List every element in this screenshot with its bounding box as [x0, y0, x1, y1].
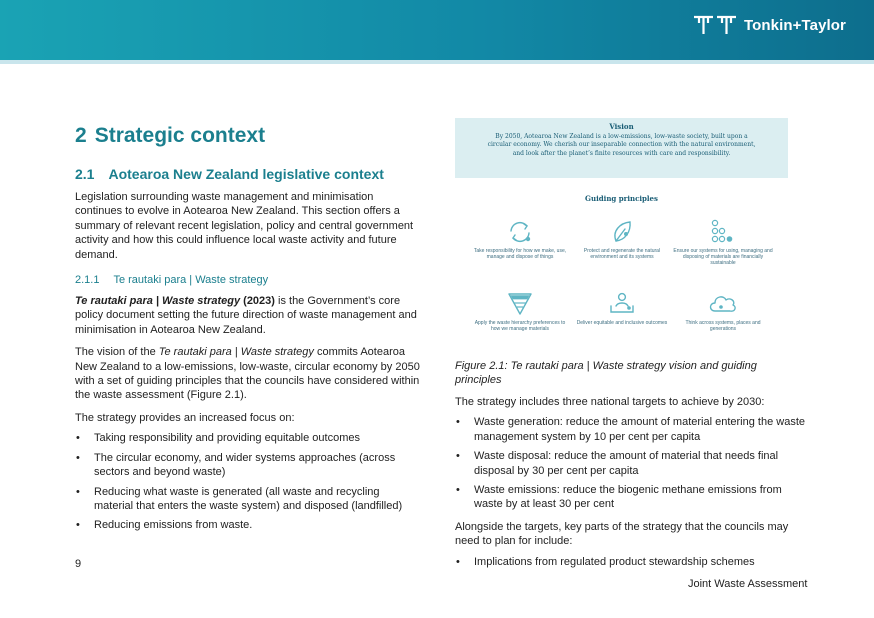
targets-intro: The strategy includes three national targets to achieve by 2030:	[455, 396, 765, 408]
list-item: • Waste emissions: reduce the biogenic methane emissions from waste by at least 30 per cent	[455, 483, 805, 512]
strategy-figure	[455, 118, 788, 350]
list-item: • The circular economy, and wider systems approaches (across sectors and beyond waste)	[75, 451, 420, 480]
guiding-principles-title: Guiding principles	[585, 194, 658, 203]
cycle-arrows-icon	[506, 219, 534, 245]
principle-item	[470, 291, 570, 332]
intro-paragraph: Legislation surrounding waste management and minimisation continues to evolve in Aotearoa New Zealand. This section offers a summary of relevant recent legislation, policy and central government activity and how this could influence local waste activity and future demand.	[75, 191, 414, 261]
strategy-paragraph	[75, 294, 420, 337]
list-item: • Reducing what waste is generated (all waste and recycling material that enters the waste system) and disposed (landfilled)	[75, 485, 420, 514]
header-band	[0, 0, 874, 60]
subsection-title: Aotearoa New Zealand legislative context	[108, 166, 384, 182]
strategy-year: (2023)	[240, 295, 275, 308]
subsection-number: 2.1	[75, 166, 95, 182]
leaf-icon	[608, 219, 636, 245]
principle-label: Take responsibility for how we make, use, manage and dispose of things	[473, 248, 567, 260]
section-heading	[75, 124, 420, 148]
figure-caption: Figure 2.1: Te rautaki para | Waste strategy vision and guiding principles	[455, 360, 757, 386]
circles-icon	[709, 219, 737, 245]
tt-logo-icon	[692, 14, 738, 36]
principle-item	[572, 219, 672, 260]
principle-label: Deliver equitable and inclusive outcomes	[576, 320, 668, 326]
list-item: • Implications from regulated product stewardship schemes	[455, 555, 805, 569]
header-rule	[0, 60, 874, 64]
principle-label: Think across systems, places and generations	[685, 320, 761, 332]
inverted-triangle-icon	[506, 291, 534, 317]
vision-para-start: The vision of the	[75, 346, 159, 359]
subsubsection-heading	[75, 274, 420, 286]
principle-label: Ensure our systems for using, managing and disposing of materials are financially sustainable	[673, 248, 773, 266]
left-column	[75, 124, 420, 538]
vision-title: Vision	[609, 122, 634, 131]
page-number: 9	[75, 558, 82, 570]
plan-list	[455, 555, 805, 569]
list-item: • Waste disposal: reduce the amount of material that needs final disposal by 30 per cent per capita	[455, 449, 805, 478]
right-column	[455, 118, 805, 574]
list-item: • Taking responsibility and providing equitable outcomes	[75, 431, 420, 445]
principle-item	[470, 219, 570, 260]
focus-intro: The strategy provides an increased focus on:	[75, 411, 295, 424]
list-item: • Waste generation: reduce the amount of material entering the waste management system by 10 per cent per capita	[455, 415, 805, 444]
principle-item	[673, 291, 773, 332]
strategy-description: is the Government’s core policy document setting the future direction of waste management and minimisation in Aotearoa New Zealand.	[75, 295, 417, 336]
principle-label: Protect and regenerate the natural environment and its systems	[583, 248, 661, 260]
subsubsection-number: 2.1.1	[75, 274, 100, 287]
subsection-heading	[75, 166, 420, 182]
brand-name: Tonkin+Taylor	[743, 16, 846, 34]
section-number: 2	[75, 124, 87, 147]
vision-text: By 2050, Aotearoa New Zealand is a low-emissions, low-waste society, built upon a circular economy. We cherish our inseparable connection with the natural environment, and look after the planet’s finite resources with care and responsibility.	[487, 133, 756, 157]
person-hands-icon	[608, 291, 636, 317]
strategy-title: Te rautaki para | Waste strategy	[75, 295, 241, 308]
brand-logo	[692, 14, 846, 36]
principle-item	[572, 291, 672, 326]
targets-list	[455, 415, 805, 511]
list-item: • Reducing emissions from waste.	[75, 518, 420, 532]
vision-para-end: commits Aotearoa New Zealand to a low-emissions, low-waste, circular economy by 2050 with a set of guiding principles that the councils have considered within the waste assessment (Figure 2.1).	[75, 346, 420, 402]
principle-label: Apply the waste hierarchy preferences to how we manage materials	[474, 320, 566, 332]
plan-intro: Alongside the targets, key parts of the strategy that the councils may need to plan for include:	[455, 520, 789, 548]
subsubsection-title: Te rautaki para | Waste strategy	[113, 274, 269, 287]
vision-para-title: Te rautaki para | Waste strategy	[158, 346, 314, 359]
footer-title: Joint Waste Assessment	[688, 578, 808, 590]
focus-list	[75, 431, 420, 532]
vision-paragraph	[75, 345, 420, 403]
principle-item	[673, 219, 773, 266]
cloud-icon	[708, 291, 738, 317]
section-title: Strategic context	[94, 124, 266, 147]
vision-box	[455, 118, 788, 178]
